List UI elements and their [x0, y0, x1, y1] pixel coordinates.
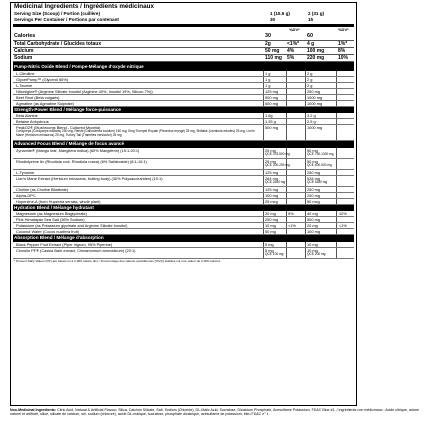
column-divider — [263, 148, 264, 158]
column-divider — [305, 170, 306, 175]
column-divider — [286, 113, 287, 118]
amount-2 — [307, 101, 322, 106]
ingredient-name — [16, 242, 261, 247]
column-divider — [305, 159, 306, 169]
column-divider — [336, 199, 337, 204]
amount-2-equivalent: QCE 5280 mg — [307, 179, 328, 184]
amount-2-value: 50 mg — [307, 147, 318, 153]
amount-1 — [265, 217, 278, 222]
column-divider — [336, 89, 337, 94]
amount-1-value: 1.25 g — [265, 119, 276, 124]
ingredient-name — [16, 229, 261, 234]
amount-2 — [307, 119, 316, 124]
column-divider — [305, 248, 306, 258]
column-divider — [263, 113, 264, 118]
amount-2-value: 20 mg — [307, 223, 318, 228]
amount-1-value: 5 mg — [265, 247, 274, 253]
amount-1-value: 1 g — [265, 82, 271, 88]
column-divider — [286, 101, 287, 106]
column-divider — [286, 176, 287, 186]
ingredient-name — [16, 125, 261, 137]
amount-2-value: 1000 mg — [307, 94, 323, 100]
amount-2 — [307, 217, 320, 222]
ingredient-name — [16, 83, 261, 88]
column-divider — [305, 113, 306, 118]
column-divider — [263, 229, 264, 234]
ingredient-name — [16, 71, 261, 76]
dv-1: 5% — [287, 55, 295, 61]
amount-1 — [265, 193, 278, 198]
blend-header: Hydration Blend / Mélange hydratant — [13, 205, 354, 212]
amount-2-value: 2 g — [307, 76, 313, 82]
ingredient-name — [16, 95, 261, 100]
amount-1: 30 — [265, 33, 271, 39]
ingredient-row — [13, 176, 354, 187]
amount-1 — [265, 199, 278, 204]
amount-2-value: 10 mg — [307, 247, 318, 253]
blend-header: Strength-Power Blend / Mélange force-puissance — [13, 107, 354, 114]
amount-1 — [265, 170, 278, 175]
column-divider — [286, 193, 287, 198]
amount-1-value: 250 mg — [265, 217, 278, 222]
ingredient-name — [16, 199, 261, 204]
ingredient-name-text: Cinnulin PF® (Cassia Bark extract, Cinnamomum aromaticum) (20:1) — [16, 247, 136, 253]
column-divider — [336, 148, 337, 158]
amount-2-value: 100 mg — [307, 229, 320, 234]
column-divider — [263, 119, 264, 124]
amount-2: 220 mg — [307, 55, 325, 61]
amount-2 — [307, 125, 322, 130]
amount-1 — [265, 148, 290, 157]
column-divider — [263, 101, 264, 106]
footnote: * Percent Daily Values (DV) are based on a 2,000 calorie diet. / Pourcentage des valeurs quotidiennes (%VQ) établies sur une valeur de 2 000 calories — [14, 258, 221, 263]
amount-2 — [307, 187, 320, 192]
column-divider — [263, 83, 264, 88]
column-divider — [336, 217, 337, 222]
column-divider — [263, 95, 264, 100]
ingredient-name-text: Agmatine (as Agmatine Sulphate) — [16, 100, 74, 106]
ingredient-name-text: Beet Root (Beta vulgaris) — [16, 94, 60, 100]
nutrition-row — [13, 55, 354, 62]
amount-1-value: 125 mg — [265, 186, 278, 192]
column-divider — [263, 223, 264, 228]
ingredient-name-text: Huperzine-A (from Huperzia serrata, whole plant) — [16, 198, 101, 204]
column-divider — [336, 77, 337, 82]
column-divider — [286, 229, 287, 234]
amount-2-value: 528 mg — [307, 175, 320, 181]
column-divider — [286, 242, 287, 247]
column-divider — [336, 176, 337, 186]
serving-size-label: Serving Size (Scoop) / Portion (cuillère) — [14, 11, 101, 16]
amount-1-equivalent: QCE 200-250 mg — [265, 162, 290, 167]
column-divider — [305, 229, 306, 234]
column-divider — [263, 159, 264, 169]
column-divider — [305, 83, 306, 88]
ingredient-name-text: Potassium (as Potassium glycinate and Arginine Silicate Inositol) — [16, 223, 128, 228]
amount-1 — [265, 71, 270, 76]
blend-header: Absorption Blend / Mélange d'absorption — [13, 235, 354, 242]
column-divider — [336, 248, 337, 258]
amount-2 — [307, 77, 312, 82]
amount-1 — [265, 187, 278, 192]
ingredient-row — [13, 248, 354, 259]
ingredient-subtext: Cordyceps (Cordyceps militaris) 250 mg, Reishi (Ganoderma lucidum) 150 mg, King Trumpet Royale (Pleurotus eryngii) 25 mg, Shiitake (Lentinula edodes) 25 mg, Lion's Mane (Hericium erinaceus) 25 mg, Turkey Tail (Trametes versicolor) 25 mg — [16, 129, 255, 137]
amount-1-equivalent: QCE 2640 mg — [265, 179, 286, 184]
column-divider — [263, 125, 264, 140]
ingredient-name — [16, 248, 261, 253]
column-divider — [305, 77, 306, 82]
blend-header: Advanced Focus Blend / Mélange de focus avancé — [13, 141, 354, 148]
amount-2 — [307, 211, 318, 216]
column-divider — [305, 223, 306, 228]
dv-1: 5% — [288, 211, 294, 216]
ingredient-name — [16, 176, 261, 181]
amount-1-equivalent: QCE 375-500 mg — [265, 151, 290, 156]
column-divider — [286, 223, 287, 228]
amount-1 — [265, 159, 290, 168]
column-divider — [286, 217, 287, 222]
amount-1-value: 264 mg — [265, 175, 278, 181]
column-divider — [336, 170, 337, 175]
dv-header-1: %DV* — [289, 27, 300, 32]
non-medicinal-ingredients — [10, 408, 420, 416]
amount-1 — [265, 119, 276, 124]
column-divider — [336, 229, 337, 234]
amount-2-value: 2 g — [307, 70, 313, 76]
amount-1 — [265, 101, 278, 106]
amount-2-value: 40 mg — [307, 211, 318, 216]
column-divider — [305, 125, 306, 140]
column-divider — [305, 242, 306, 247]
ingredient-name-text: Rhodiolprime 6x (Rhodiola root, Rhodiola rosea) (6% Salidroside) (8:1-10:1) — [16, 158, 147, 164]
nutrient-name: Calories — [14, 33, 36, 39]
column-divider — [286, 199, 287, 204]
column-divider — [286, 71, 287, 76]
ingredient-name-text: Pink Himalayan Sea Salt (36% Sodium) — [16, 217, 85, 222]
ingredient-name — [16, 101, 261, 106]
column-divider — [336, 187, 337, 192]
amount-2 — [307, 193, 320, 198]
servings-per-container-label: Servings Per Container / Portions par contenant — [14, 17, 119, 22]
ingredient-name — [16, 89, 261, 94]
ingredient-name-text: Black Pepper Fruit Extract (Piper nigrum, 95% Piperine) — [16, 241, 113, 247]
dv-2: 10% — [338, 55, 349, 61]
column-divider — [263, 242, 264, 247]
amount-1-value: 5 mg — [265, 241, 274, 247]
column-divider — [336, 223, 337, 228]
amount-2 — [307, 159, 332, 168]
ingredient-name-text: Alpha-GPC — [16, 192, 36, 198]
serving-size-2: 2 (31 g) — [308, 11, 325, 16]
amount-2 — [307, 71, 312, 76]
amount-1-value: 25 mg — [265, 147, 276, 153]
nutrition-row — [13, 33, 354, 41]
column-divider — [336, 119, 337, 124]
nutrient-name: Total Carbohydrate / Glucides totaux — [14, 41, 102, 47]
column-divider — [286, 211, 287, 216]
amount-1 — [265, 125, 278, 130]
column-divider — [336, 71, 337, 76]
ingredient-name — [16, 113, 261, 118]
column-divider — [336, 159, 337, 169]
column-divider — [336, 113, 337, 118]
amount-2 — [307, 229, 320, 234]
serving-size-row — [14, 11, 353, 16]
amount-2 — [307, 148, 334, 157]
column-divider — [263, 89, 264, 94]
nutrient-name: Calcium — [14, 48, 34, 54]
amount-2-value: 250 mg — [307, 186, 320, 192]
amount-2 — [307, 223, 318, 228]
amount-1 — [265, 242, 274, 247]
amount-2-value: 2.5 g — [307, 119, 316, 124]
column-divider — [263, 248, 264, 258]
amount-1 — [265, 211, 276, 216]
dv-header-2: %DV* — [338, 27, 349, 32]
blend-header: Pump-Nitric Oxide Blend / Pompe-Mélange d'oxyde nitrique — [13, 64, 354, 71]
column-divider — [336, 242, 337, 247]
amount-1: 110 mg — [265, 55, 282, 61]
column-divider — [263, 71, 264, 76]
column-divider — [305, 95, 306, 100]
dv-2: 10% — [339, 211, 347, 216]
dv-2: 8% — [338, 48, 346, 54]
ingredients-panel — [10, 2, 357, 406]
column-divider — [305, 101, 306, 106]
column-divider — [286, 125, 287, 140]
column-divider — [263, 77, 264, 82]
ingredient-name-text: GlycerPump™ (Glycerol 65%) — [16, 76, 69, 82]
column-divider — [305, 148, 306, 158]
amount-1-value: 20 mg — [265, 211, 276, 216]
serving-size-1: 1 (15.5 g) — [270, 11, 290, 16]
ingredient-name-text: L-Tyrosine — [16, 169, 35, 175]
column-divider — [305, 71, 306, 76]
column-divider — [305, 199, 306, 204]
amount-1-value: 500 mg — [265, 94, 278, 100]
ingredient-name-text: Magnesium (as Magnesium Bisglycinate) — [16, 211, 87, 216]
ingredient-name — [16, 193, 261, 198]
amount-2-value: 1000 mg — [307, 100, 323, 106]
amount-2-value: 200 mg — [307, 192, 320, 198]
column-divider — [305, 217, 306, 222]
non-medicinal-text: Citric Acid, Natural & Artificial Flavour, Silica, Calcium Silicate, Salt, Sodium (Chloride), DL-Malic Acid, Sucralose, Dicalcium Phosphate, Acesulfame Potassium, FD&C Blue #1. / Ingrédients non médicinaux : Acide citrique, arôme naturel et artificiel, silice, silicate de calcium, sel, sodium (chlorure), acide DL-malique, sucralose, phosphate dicalcique, acésulfame de potassium, bleu FD&C n° 1. — [10, 408, 420, 417]
amount-2: 100 mg — [307, 48, 325, 54]
servings-per-container-row — [14, 17, 353, 22]
amount-1-value: 500 mg — [265, 100, 278, 106]
column-divider — [336, 95, 337, 100]
amount-1-value: 1 g — [265, 70, 271, 76]
amount-1-value: 1.6g — [265, 113, 273, 118]
ingredient-name-text: Betaine Anhydrous — [16, 119, 49, 124]
amount-2 — [307, 95, 322, 100]
amount-1-value: 100 mg — [265, 192, 278, 198]
column-divider — [263, 193, 264, 198]
column-divider — [263, 170, 264, 175]
ingredient-row — [13, 148, 354, 159]
dv-1: <1%* — [287, 41, 300, 47]
amount-2: 4 g — [307, 41, 315, 47]
column-divider — [336, 193, 337, 198]
column-divider — [263, 187, 264, 192]
amount-1 — [265, 176, 285, 185]
amount-1: 2g — [265, 41, 271, 47]
amount-1 — [265, 83, 270, 88]
column-divider — [286, 187, 287, 192]
column-divider — [336, 101, 337, 106]
amount-2 — [307, 242, 318, 247]
column-divider — [286, 95, 287, 100]
ingredient-name-text: Coconut Water (Cocos nucifera fruit) — [16, 229, 79, 234]
ingredient-row — [13, 125, 354, 141]
non-medicinal-label: Non-Medicinal Ingredients: — [10, 408, 57, 412]
ingredient-name-text: Beta Alanine — [16, 113, 38, 118]
ingredient-name-text: L-Taurine — [16, 82, 33, 88]
ingredient-name-text: Lion's Mane Extract (Hericium erinaceus, fruiting body) (30% Polysaccharides) (10:1) — [16, 175, 163, 181]
column-divider — [305, 211, 306, 216]
column-divider — [286, 248, 287, 258]
ingredient-name — [16, 223, 261, 228]
nutrition-row — [13, 48, 354, 55]
blends-section — [13, 64, 354, 259]
ingredient-name-text: Nitrosigine® (Arginine Silicate Inositol (Arginine 40%, Inositol 19%, Silicon 7%)) — [16, 88, 153, 94]
amount-1 — [265, 77, 270, 82]
column-divider — [305, 193, 306, 198]
amount-1-value: 25 mcg — [265, 198, 278, 204]
column-divider — [286, 170, 287, 175]
ingredient-name — [16, 119, 261, 124]
nutrition-row — [13, 41, 354, 48]
amount-2 — [307, 170, 320, 175]
panel-title: Medicinal Ingredients / Ingrédients médicinaux — [14, 3, 154, 10]
amount-2: 60 — [307, 33, 313, 39]
amount-2 — [307, 89, 320, 94]
ingredient-name — [16, 187, 261, 192]
serving-info — [13, 10, 354, 24]
column-divider — [263, 199, 264, 204]
column-divider — [286, 83, 287, 88]
ingredient-name — [16, 77, 261, 82]
amount-1 — [265, 113, 273, 118]
ingredient-name — [16, 217, 261, 222]
amount-2-value: 50 mg — [307, 158, 318, 164]
nutrient-name: Sodium — [14, 55, 33, 61]
column-divider — [263, 217, 264, 222]
amount-2-equivalent: QCE 750-1000 mg — [307, 151, 334, 156]
column-divider — [263, 176, 264, 186]
dv-1: <1% — [288, 223, 296, 228]
amount-1-value: 25 mg — [265, 158, 276, 164]
amount-2 — [307, 176, 327, 185]
amount-2-value: 2 g — [307, 82, 313, 88]
amount-1-value: 10 mg — [265, 223, 276, 228]
column-divider — [286, 89, 287, 94]
amount-1-equivalent: QCE 100 mg — [265, 251, 284, 256]
ingredient-name — [16, 148, 261, 153]
column-divider — [286, 77, 287, 82]
amount-1-value: 125 mg — [265, 88, 278, 94]
dv-2: <1% — [339, 223, 347, 228]
amount-2-equivalent: QCE 400-500 mg — [307, 162, 332, 167]
column-divider — [336, 83, 337, 88]
dv-1: 4% — [287, 48, 295, 54]
amount-2-equivalent: QCE 200 mg — [307, 251, 326, 256]
ingredient-name — [16, 170, 261, 175]
amount-1 — [265, 95, 278, 100]
column-divider — [305, 187, 306, 192]
amount-2-value: 500 mg — [307, 217, 320, 222]
ingredient-name-text: PeakO2® (Mushrooms Blend - Cultured Mycelia) — [16, 125, 101, 130]
ingredient-name-text: Zynamite® (Mango leaf, Mangifera indica) (60% Mangiferin) (15:1-20:1) — [16, 147, 140, 153]
column-divider — [305, 119, 306, 124]
ingredient-name — [16, 159, 261, 164]
amount-2-value: 50 mcg — [307, 198, 320, 204]
column-divider — [336, 211, 337, 216]
amount-2-value: 250 mg — [307, 88, 320, 94]
amount-2-value: 250 mg — [307, 169, 320, 175]
nutrition-facts — [13, 33, 354, 62]
dv-2: 1%* — [338, 41, 348, 47]
column-divider — [305, 176, 306, 186]
amount-1 — [265, 89, 278, 94]
column-divider — [336, 125, 337, 140]
amount-1 — [265, 223, 276, 228]
amount-2 — [307, 113, 316, 118]
amount-2-value: 3.2 g — [307, 113, 316, 118]
column-divider — [263, 211, 264, 216]
amount-2-value: 10 mg — [307, 241, 318, 247]
amount-1-value: 50 mg — [265, 229, 276, 234]
column-divider — [286, 119, 287, 124]
ingredient-row — [13, 159, 354, 170]
amount-1-value: 1 g — [265, 76, 271, 82]
amount-1-value: 125 mg — [265, 169, 278, 175]
servings-per-container-2: 15 — [308, 17, 314, 22]
amount-1-value: 500 mg — [265, 125, 278, 130]
ingredient-name — [16, 211, 261, 216]
column-divider — [305, 89, 306, 94]
amount-1: 50 mg — [265, 48, 280, 54]
ingredient-name-text: L-Citrulline — [16, 70, 35, 76]
amount-2-value: 1000 mg — [307, 125, 323, 130]
amount-2 — [307, 248, 325, 257]
amount-2 — [307, 199, 320, 204]
servings-per-container-1: 30 — [270, 17, 276, 22]
amount-2 — [307, 83, 312, 88]
amount-1 — [265, 248, 283, 257]
amount-1 — [265, 229, 276, 234]
ingredient-name-text: Choline (as Choline Bitartrate) — [16, 186, 69, 192]
